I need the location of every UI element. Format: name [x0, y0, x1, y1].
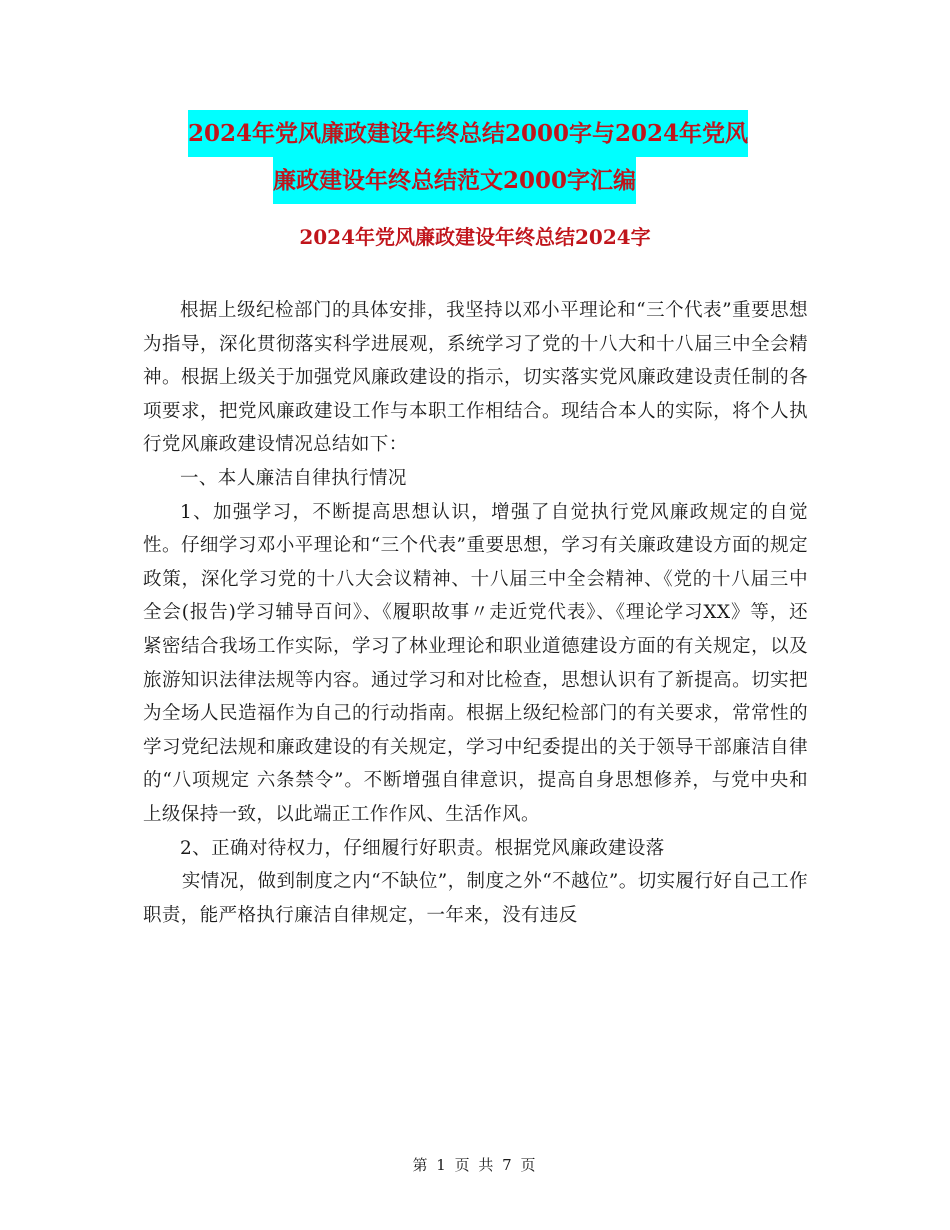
document-title-line-2: 廉政建设年终总结范文2000字汇编 [273, 157, 636, 204]
document-title [188, 110, 808, 204]
paragraph-intro: 根据上级纪检部门的具体安排，我坚持以邓小平理论和“三个代表”重要思想为指导，深化贯彻落实科学进展观，系统学习了党的十八大和十八届三中全会精神。根据上级关于加强党风廉政建设的指示，切实落实党风廉政建设责任制的各项要求，把党风廉政建设工作与本职工作相结合。现结合本人的实际，将个人执行党风廉政建设情况总结如下： [143, 300, 808, 456]
paragraph-heading-1: 一、本人廉洁自律执行情况 [180, 467, 407, 489]
section-title: 2024年党风廉政建设年终总结2024字 [299, 225, 651, 249]
document-body [143, 294, 808, 932]
paragraph-item-1: 1、加强学习，不断提高思想认识，增强了自觉执行党风廉政规定的自觉性。仔细学习邓小平理论和“三个代表”重要思想，学习有关廉政建设方面的规定政策，深化学习党的十八大会议精神、十八届三中全会精神、《党的十八届三中全会(报告)学习辅导百问》、《履职故事〃走近党代表》、《理论学习XX》等，还紧密结合我场工作实际，学习了林业理论和职业道德建设方面的有关规定，以及旅游知识法律法规等内容。通过学习和对比检查，思想认识有了新提高。切实把为全场人民造福作为自己的行动指南。根据上级纪检部门的有关要求，常常性的学习党纪法规和廉政建设的有关规定，学习中纪委提出的关于领导干部廉洁自律的“八项规定 六条禁令”。不断增强自律意识，提高自身思想修养，与党中央和上级保持一致，以此端正工作作风、生活作风。 [143, 501, 808, 825]
page-number-footer: 第 1 页 共 7 页 [412, 1156, 538, 1174]
paragraph-item-2: 2、正确对待权力，仔细履行好职责。根据党风廉政建设落 [180, 837, 665, 859]
paragraph-item-2-continued: 实情况，做到制度之内“不缺位”，制度之外“不越位”。切实履行好自己工作职责，能严格执行廉洁自律规定，一年来，没有违反 [143, 871, 808, 926]
document-title-line-1: 2024年党风廉政建设年终总结2000字与2024年党风 [188, 110, 748, 157]
